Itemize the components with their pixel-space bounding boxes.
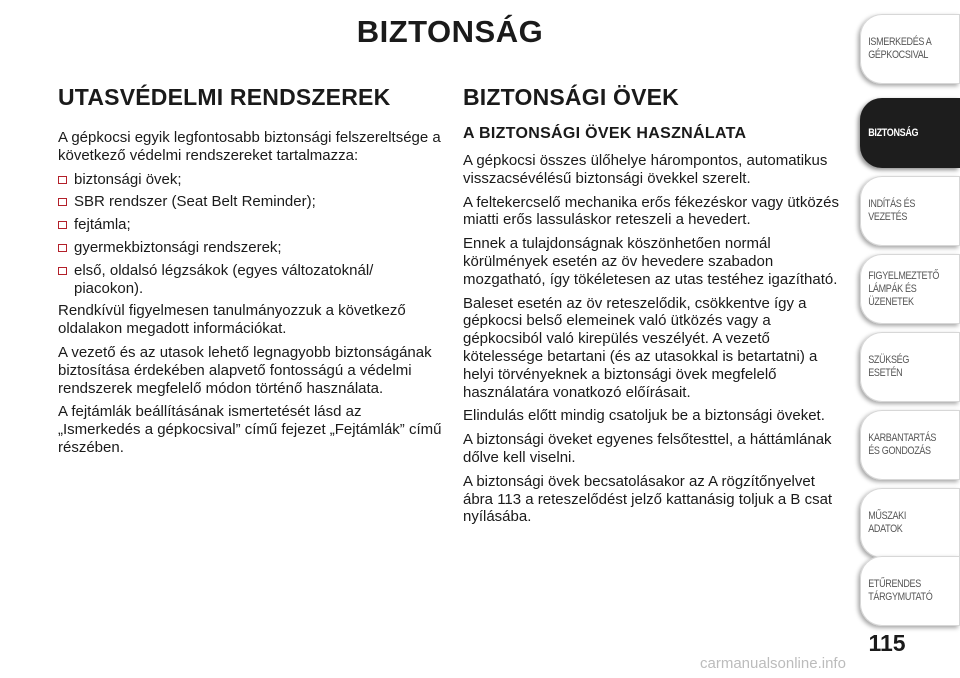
list-item-text: fejtámla;: [74, 216, 131, 234]
list-item-text: SBR rendszer (Seat Belt Reminder);: [74, 193, 316, 211]
tab-label: MŰSZAKI ADATOK: [868, 510, 906, 535]
checkbox-bullet-icon: [58, 244, 67, 252]
tab-label: KARBANTARTÁS ÉS GONDOZÁS: [868, 432, 937, 457]
tab-szukseg-eseten[interactable]: [860, 332, 960, 402]
list-item: [58, 171, 443, 189]
checkbox-bullet-icon: [58, 176, 67, 184]
chapter-tabs: [860, 0, 960, 678]
list-item-text: első, oldalsó légzsákok (egyes változatoknál/ piacokon).: [74, 261, 374, 297]
paragraph: Baleset esetén az öv reteszelődik, csökkentve így a gépkocsi belső elemeinek való ütközés vagy a gépkocsiból való kirepülés veszélyét. A vezető kötelessége betartani (és az utasokkal is betartatni) a helyi törvényeknek a biztonsági övek megfelelő használatára vonatkozó előírásait.: [463, 294, 818, 401]
watermark: carmanualsonline.info: [700, 655, 846, 672]
tab-muszaki-adatok[interactable]: [860, 488, 960, 558]
page-number: 115: [868, 630, 906, 656]
right-column: [463, 84, 848, 532]
list-item: [58, 193, 443, 211]
list-item-text: gyermekbiztonsági rendszerek;: [74, 238, 282, 256]
tab-label: BIZTONSÁG: [868, 126, 919, 139]
tab-biztonsag[interactable]: [860, 98, 960, 168]
paragraph: Elindulás előtt mindig csatoljuk be a biztonsági öveket.: [463, 407, 825, 425]
paragraph: A biztonsági öveket egyenes felsőtesttel, a háttámlának dőlve kell viselni.: [463, 431, 832, 466]
intro-paragraph: A gépkocsi egyik legfontosabb biztonsági felszereltsége a következő védelmi rendszereket tartalmazza:: [58, 129, 441, 164]
tab-label: ISMERKEDÉS A GÉPKOCSIVAL: [868, 36, 931, 61]
tab-figyelmezteto-lampak[interactable]: [860, 254, 960, 324]
section-heading-utasvedelmi: UTASVÉDELMI RENDSZEREK: [58, 84, 391, 110]
list-item: [58, 239, 443, 257]
section-heading-biztonsagi-ovek: BIZTONSÁGI ÖVEK: [463, 84, 679, 110]
paragraph: Ennek a tulajdonságnak köszönhetően normál körülmények esetén az öv hevedere szabadon mozgatható, így tökéletesen az utas testéhez igazítható.: [463, 235, 838, 288]
checkbox-bullet-icon: [58, 267, 67, 275]
protection-systems-list: [58, 171, 443, 298]
tab-label: SZÜKSÉG ESETÉN: [868, 354, 910, 379]
paragraph: A vezető és az utasok lehető legnagyobb biztonságának biztosítása érdekében alapvető fontosságú a védelmi rendszerek megfelelő módon történő használata.: [58, 343, 432, 397]
sub-heading-hasznalat: A BIZTONSÁGI ÖVEK HASZNÁLATA: [463, 125, 747, 142]
left-column: [58, 84, 443, 463]
paragraph: A biztonsági övek becsatolásakor az A rögzítőnyelvet ábra 113 a reteszelődést jelző kattanásig toljuk a B csat nyílásába.: [463, 472, 833, 526]
list-item: [58, 216, 443, 234]
tab-karbantartas[interactable]: [860, 410, 960, 480]
tab-ismerkedes[interactable]: [860, 14, 960, 84]
paragraph: A gépkocsi összes ülőhelye hárompontos, automatikus visszacsévélésű biztonsági övekkel szerelt.: [463, 152, 828, 187]
tab-targymutato[interactable]: [860, 556, 960, 626]
paragraph: A feltekercselő mechanika erős fékezéskor vagy ütközés miatti erős lassuláskor reteszeli a hevedert.: [463, 193, 840, 229]
checkbox-bullet-icon: [58, 198, 67, 206]
tab-label: ETŰRENDES TÁRGYMUTATÓ: [868, 578, 933, 603]
list-item-text: biztonsági övek;: [74, 170, 182, 188]
page-title: BIZTONSÁG: [356, 14, 544, 49]
paragraph: Rendkívül figyelmesen tanulmányozzuk a következő oldalakon megadott információkat.: [58, 302, 406, 338]
paragraph: A fejtámlák beállításának ismertetését lásd az „Ismerkedés a gépkocsival” című fejezet „Fejtámlák” című részében.: [58, 403, 442, 456]
checkbox-bullet-icon: [58, 221, 67, 229]
tab-inditas-es-vezetes[interactable]: [860, 176, 960, 246]
tab-label: INDÍTÁS ÉS VEZETÉS: [868, 198, 916, 223]
list-item: [58, 262, 443, 298]
tab-label: FIGYELMEZTETŐ LÁMPÁK ÉS ÜZENETEK: [868, 269, 940, 308]
